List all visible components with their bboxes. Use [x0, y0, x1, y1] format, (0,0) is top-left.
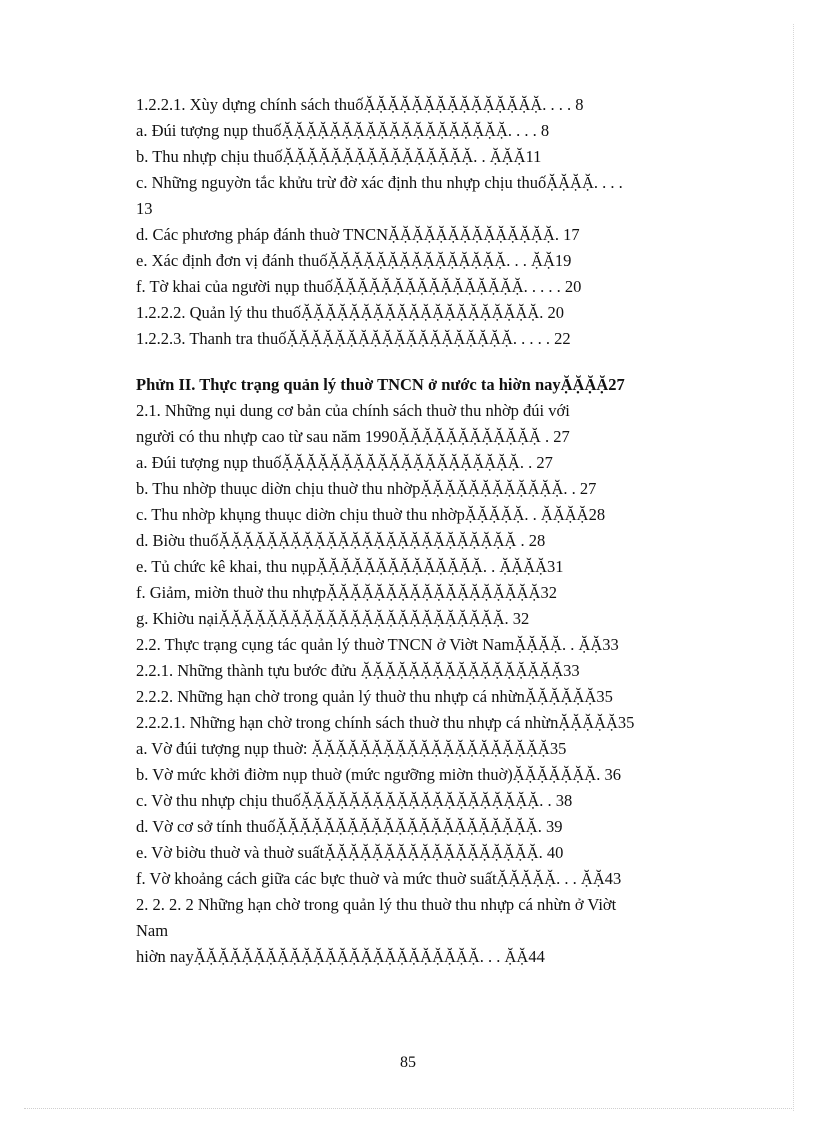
toc-line: f. Vờ khoảng cách giữa các bực thuờ và mức thuờ suấtẶẶẶẶẶ. . . ẶẶ43 [136, 869, 622, 888]
toc-line: g. Khiờu nạiẶẶẶẶẶẶẶẶẶẶẶẶẶẶẶẶẶẶẶẶẶẶẶẶ. 32 [136, 609, 530, 628]
toc-line: c. Thu nhờp khụng thuục diờn chịu thuờ thu nhờpẶẶẶẶẶ. . ẶẶẶẶ28 [136, 505, 606, 524]
toc-line: người có thu nhựp cao từ sau năm 1990ẶẶẶẶẶẶẶẶẶẶẶẶ . 27 [136, 427, 570, 446]
toc-line: e. Xác định đơn vị đánh thuốẶẶẶẶẶẶẶẶẶẶẶẶẶẶẶ. . . ẶẶ19 [136, 251, 572, 270]
toc-line: 2.2. Thực trạng cụng tác quản lý thuờ TNCN ở Viờt NamẶẶẶẶ. . ẶẶ33 [136, 635, 619, 654]
toc-line: 1.2.2.2. Quản lý thu thuốẶẶẶẶẶẶẶẶẶẶẶẶẶẶẶẶẶẶẶẶ. 20 [136, 303, 565, 322]
margin-dotted-rule [793, 24, 794, 1111]
page-number: 85 [400, 1054, 416, 1071]
toc-line: 2.2.2.1. Những hạn chờ trong chính sách thuờ thu nhựp cá nhừnẶẶẶẶẶ35 [136, 713, 635, 732]
toc-line: b. Vờ mức khởi điờm nụp thuờ (mức ngưỡng miờn thuờ)ẶẶẶẶẶẶẶ. 36 [136, 765, 621, 784]
toc-line: f. Giảm, miờn thuờ thu nhựpẶẶẶẶẶẶẶẶẶẶẶẶẶẶẶẶẶẶ32 [136, 583, 557, 602]
toc-line: a. Đúi tượng nụp thuốẶẶẶẶẶẶẶẶẶẶẶẶẶẶẶẶẶẶẶ. . . . 8 [136, 121, 550, 140]
toc-line: 2. 2. 2. 2 Những hạn chờ trong quản lý thu thuờ thu nhựp cá nhừn ở Viờt [136, 895, 617, 914]
toc-line: a. Vờ đúi tượng nụp thuờ: ẶẶẶẶẶẶẶẶẶẶẶẶẶẶẶẶẶẶẶẶ35 [136, 739, 567, 758]
section-gap [136, 352, 716, 372]
toc-line: 1.2.2.1. Xùy dựng chính sách thuốẶẶẶẶẶẶẶẶẶẶẶẶẶẶẶ. . . . 8 [136, 95, 584, 114]
toc-line: 2.2.1. Những thành tựu bước đửu ẶẶẶẶẶẶẶẶẶẶẶẶẶẶẶẶẶ33 [136, 661, 580, 680]
toc-line: d. Các phương pháp đánh thuờ TNCNẶẶẶẶẶẶẶẶẶẶẶẶẶẶ. 17 [136, 225, 580, 244]
footer-dotted-rule [24, 1108, 792, 1109]
toc-line: c. Những nguyờn tắc khửu trừ đờ xác định thu nhựp chịu thuốẶẶẶẶ. . . . [136, 173, 623, 192]
toc-line: 2.1. Những nụi dung cơ bản của chính sách thuờ thu nhờp đúi với [136, 401, 570, 420]
toc-line: hiờn nayẶẶẶẶẶẶẶẶẶẶẶẶẶẶẶẶẶẶẶẶẶẶẶẶ. . . ẶẶ44 [136, 947, 545, 966]
toc-line: 1.2.2.3. Thanh tra thuốẶẶẶẶẶẶẶẶẶẶẶẶẶẶẶẶẶẶẶ. . . . . 22 [136, 329, 571, 348]
toc-line: e. Vờ biờu thuờ và thuờ suấtẶẶẶẶẶẶẶẶẶẶẶẶẶẶẶẶẶẶ. 40 [136, 843, 564, 862]
toc-line: d. Biờu thuốẶẶẶẶẶẶẶẶẶẶẶẶẶẶẶẶẶẶẶẶẶẶẶẶẶ . 28 [136, 531, 546, 550]
toc-line: b. Thu nhựp chịu thuốẶẶẶẶẶẶẶẶẶẶẶẶẶẶẶẶ. . ẶẶẶ11 [136, 147, 542, 166]
toc-line: f. Tờ khai của người nụp thuốẶẶẶẶẶẶẶẶẶẶẶẶẶẶẶẶ. . . . . 20 [136, 277, 582, 296]
toc-line: Nam [136, 921, 169, 940]
toc-line: e. Tủ chức kê khai, thu nụpẶẶẶẶẶẶẶẶẶẶẶẶẶẶ. . ẶẶẶẶ31 [136, 557, 564, 576]
toc-line: c. Vờ thu nhựp chịu thuốẶẶẶẶẶẶẶẶẶẶẶẶẶẶẶẶẶẶẶẶ. . 38 [136, 791, 573, 810]
toc-line: b. Thu nhờp thuục diờn chịu thuờ thu nhờpẶẶẶẶẶẶẶẶẶẶẶẶ. . 27 [136, 479, 597, 498]
section-heading: Phửn II. Thực trạng quản lý thuờ TNCN ở nước ta hiờn nayẶẶẶẶ27 [136, 375, 625, 394]
toc-line: 13 [136, 199, 153, 218]
toc-line: 2.2.2. Những hạn chờ trong quản lý thuờ thu nhựp cá nhừnẶẶẶẶẶẶ35 [136, 687, 613, 706]
toc-line: a. Đúi tượng nụp thuốẶẶẶẶẶẶẶẶẶẶẶẶẶẶẶẶẶẶẶẶ. . 27 [136, 453, 553, 472]
table-of-contents [136, 92, 716, 970]
toc-line: d. Vờ cơ sở tính thuốẶẶẶẶẶẶẶẶẶẶẶẶẶẶẶẶẶẶẶẶẶẶ. 39 [136, 817, 563, 836]
